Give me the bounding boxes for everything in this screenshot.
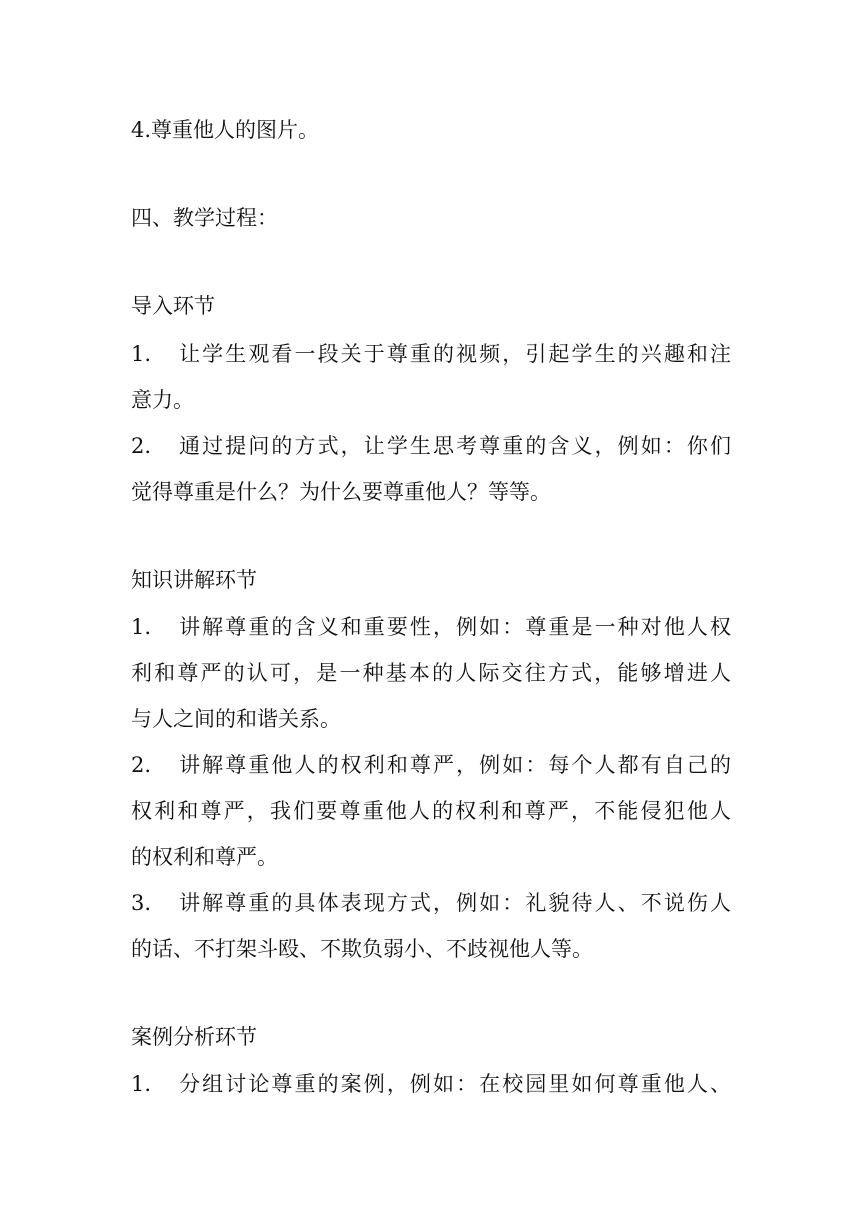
materials-item: 4.尊重他人的图片。 xyxy=(131,118,320,142)
knowledge-item-3-number: 3. xyxy=(131,891,152,915)
knowledge-item-2-line-2: 权利和尊严，我们要尊重他人的权利和尊严，不能侵犯他人 xyxy=(131,799,731,823)
case-item-1-text: 分组讨论尊重的案例，例如：在校园里如何尊重他人、 xyxy=(177,1072,731,1096)
intro-item-2-text: 通过提问的方式，让学生思考尊重的含义，例如：你们 xyxy=(177,434,731,458)
knowledge-item-2-text: 讲解尊重他人的权利和尊严，例如：每个人都有自己的 xyxy=(177,753,731,777)
knowledge-item-2-line-1 xyxy=(131,752,731,778)
intro-item-2-number: 2. xyxy=(131,434,152,458)
intro-item-2-line-1 xyxy=(131,433,731,459)
knowledge-item-2-number: 2. xyxy=(131,753,152,777)
case-item-1-line-1 xyxy=(131,1071,731,1097)
knowledge-item-1-text: 讲解尊重的含义和重要性，例如：尊重是一种对他人权 xyxy=(177,615,731,639)
intro-item-1-line-2: 意力。 xyxy=(131,388,194,412)
case-title: 案例分析环节 xyxy=(131,1025,257,1049)
knowledge-item-1-line-3: 与人之间的和谐关系。 xyxy=(131,707,341,731)
case-item-1-number: 1. xyxy=(131,1072,152,1096)
knowledge-item-3-line-2: 的话、不打架斗殴、不欺负弱小、不歧视他人等。 xyxy=(131,937,593,961)
knowledge-item-1-number: 1. xyxy=(131,615,152,639)
knowledge-item-3-line-1 xyxy=(131,890,731,916)
knowledge-item-3-text: 讲解尊重的具体表现方式，例如：礼貌待人、不说伤人 xyxy=(177,891,731,915)
intro-title: 导入环节 xyxy=(131,294,215,318)
intro-item-1-line-1 xyxy=(131,341,731,367)
intro-item-1-number: 1. xyxy=(131,342,152,366)
section-heading: 四、教学过程： xyxy=(131,206,278,230)
knowledge-item-1-line-2: 利和尊严的认可，是一种基本的人际交往方式，能够增进人 xyxy=(131,661,731,685)
knowledge-item-2-line-3: 的权利和尊严。 xyxy=(131,845,278,869)
intro-item-1-text: 让学生观看一段关于尊重的视频，引起学生的兴趣和注 xyxy=(177,342,731,366)
intro-item-2-line-2: 觉得尊重是什么？为什么要尊重他人？等等。 xyxy=(131,480,551,504)
knowledge-item-1-line-1 xyxy=(131,614,731,640)
knowledge-title: 知识讲解环节 xyxy=(131,568,257,592)
